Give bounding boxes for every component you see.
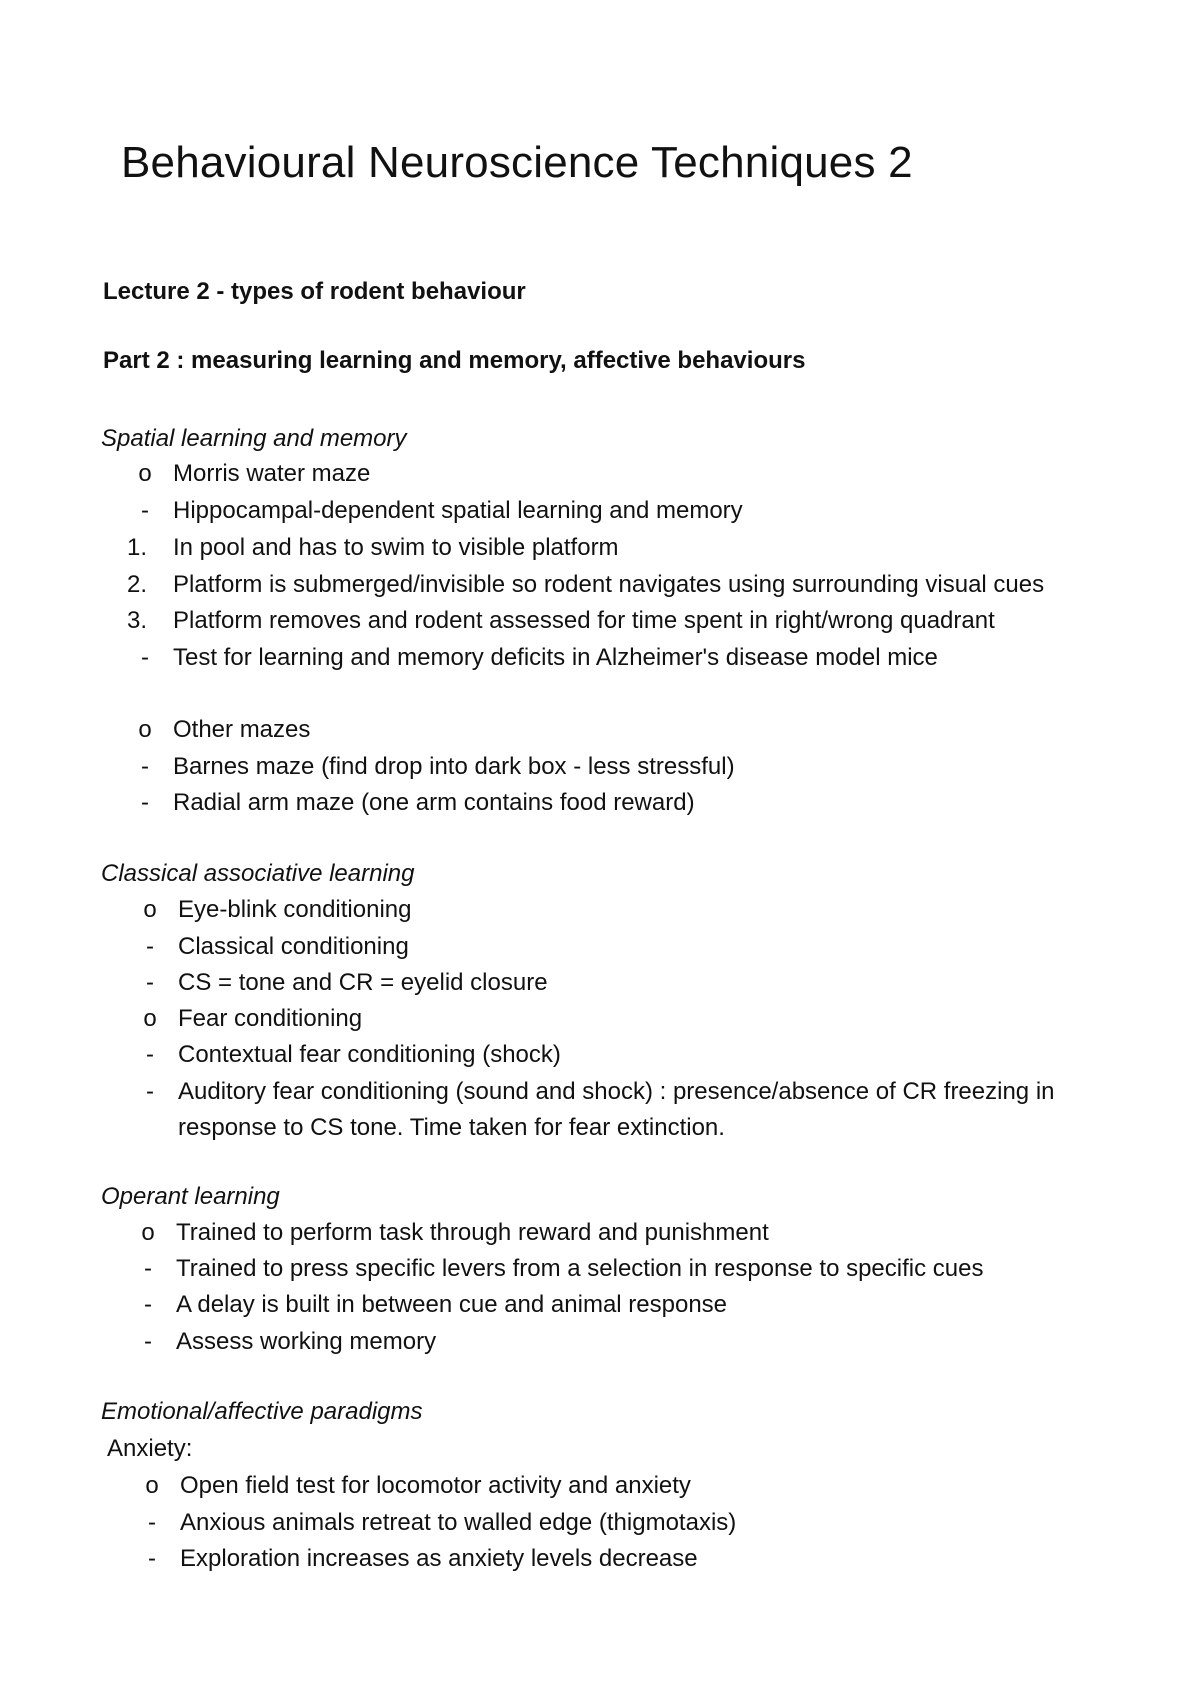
list-marker: - — [146, 969, 154, 996]
list-marker: o — [145, 1472, 159, 1499]
list-item-text: Fear conditioning — [178, 1005, 363, 1032]
list-marker: o — [143, 896, 157, 923]
list-item-text: Hippocampal-dependent spatial learning and memory — [173, 497, 743, 524]
list-marker: o — [138, 716, 152, 743]
list-item-text: In pool and has to swim to visible platform — [173, 534, 619, 561]
section-heading-spatial: Spatial learning and memory — [101, 425, 407, 452]
list-item-text: A delay is built in between cue and animal response — [176, 1291, 728, 1318]
list-item-text: Open field test for locomotor activity and anxiety — [180, 1472, 691, 1499]
list-item-text: Exploration increases as anxiety levels decrease — [180, 1545, 698, 1572]
list-marker: - — [141, 753, 149, 780]
list-item-text: Auditory fear conditioning (sound and shock) : presence/absence of CR freezing in — [178, 1078, 1055, 1105]
list-marker: - — [141, 497, 149, 524]
document-title: Behavioural Neuroscience Techniques 2 — [121, 138, 913, 187]
list-marker: 3. — [126, 607, 147, 634]
subheading-anxiety: Anxiety: — [107, 1435, 193, 1462]
list-marker: - — [146, 933, 154, 960]
list-marker: - — [144, 1255, 152, 1282]
lecture-heading: Lecture 2 - types of rodent behaviour — [103, 278, 526, 305]
list-marker: o — [143, 1005, 157, 1032]
list-item-text: Trained to press specific levers from a selection in response to specific cues — [176, 1255, 984, 1282]
list-item-text: Classical conditioning — [178, 933, 409, 960]
list-item-text: Anxious animals retreat to walled edge (thigmotaxis) — [180, 1509, 737, 1536]
list-marker: o — [138, 460, 152, 487]
list-item-text: Trained to perform task through reward and punishment — [176, 1219, 769, 1246]
list-item-text: CS = tone and CR = eyelid closure — [178, 969, 548, 996]
list-item-text: Other mazes — [173, 716, 311, 743]
section-heading-emotional: Emotional/affective paradigms — [101, 1398, 423, 1425]
list-item-text: Morris water maze — [173, 460, 371, 487]
list-item-text: Platform is submerged/invisible so rodent navigates using surrounding visual cues — [173, 571, 1045, 598]
list-marker: - — [146, 1041, 154, 1068]
list-marker: - — [141, 789, 149, 816]
list-marker: - — [148, 1545, 156, 1572]
list-item-text: Contextual fear conditioning (shock) — [178, 1041, 561, 1068]
list-marker: - — [148, 1509, 156, 1536]
list-item-text: Eye-blink conditioning — [178, 896, 412, 923]
list-item-text: Assess working memory — [176, 1328, 437, 1355]
list-item-text: Radial arm maze (one arm contains food reward) — [173, 789, 695, 816]
list-marker: - — [144, 1291, 152, 1318]
list-marker: 1. — [126, 534, 147, 561]
list-marker: - — [144, 1328, 152, 1355]
list-item-text: response to CS tone. Time taken for fear extinction. — [178, 1114, 725, 1141]
part-heading: Part 2 : measuring learning and memory, affective behaviours — [103, 347, 806, 374]
section-heading-operant: Operant learning — [101, 1183, 280, 1210]
list-item-text: Barnes maze (find drop into dark box - less stressful) — [173, 753, 735, 780]
list-item-text: Platform removes and rodent assessed for time spent in right/wrong quadrant — [173, 607, 995, 634]
list-marker: o — [141, 1219, 155, 1246]
list-marker: - — [141, 644, 149, 671]
list-marker: - — [146, 1078, 154, 1105]
section-heading-classical: Classical associative learning — [101, 860, 415, 887]
list-marker: 2. — [126, 571, 147, 598]
list-item-text: Test for learning and memory deficits in Alzheimer's disease model mice — [173, 644, 938, 671]
